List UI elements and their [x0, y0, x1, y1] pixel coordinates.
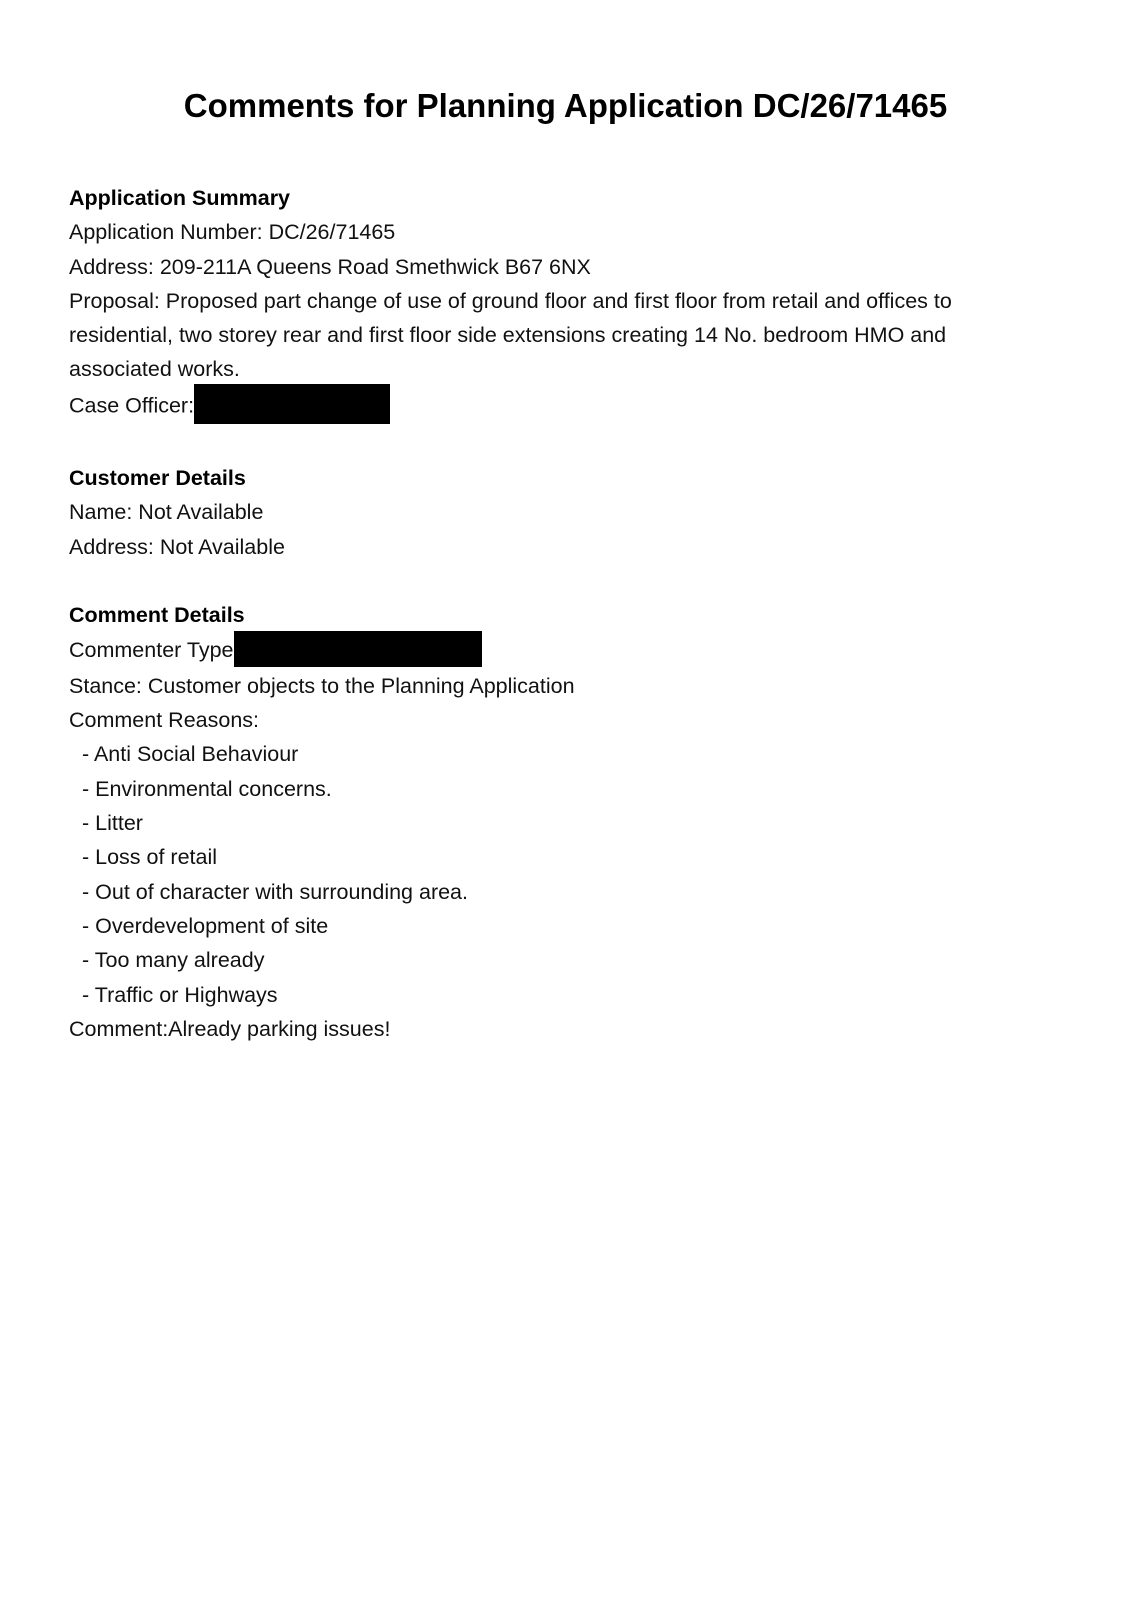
comment-reasons-list	[69, 737, 1069, 1011]
case-officer-label: Case Officer:	[69, 393, 195, 418]
commenter-type-row	[69, 633, 1069, 669]
section-spacer	[69, 427, 1069, 461]
comment-reason-item: - Anti Social Behaviour	[82, 742, 299, 767]
application-summary-heading: Application Summary	[69, 186, 291, 210]
commenter-type-label: Commenter Type	[69, 637, 234, 662]
comment-text: Comment:Already parking issues!	[69, 1016, 391, 1041]
page-title: Comments for Planning Application DC/26/71465	[183, 87, 948, 124]
document-body	[69, 181, 1069, 1046]
customer-address: Address: Not Available	[69, 534, 285, 559]
comment-details-heading: Comment Details	[69, 603, 245, 628]
comment-reason-item: - Environmental concerns.	[82, 776, 332, 801]
case-officer-redaction	[194, 384, 390, 424]
comment-reason-item: - Too many already	[82, 948, 265, 973]
application-address: Address: 209-211A Queens Road Smethwick B67 6NX	[69, 254, 591, 279]
customer-name: Name: Not Available	[69, 500, 264, 525]
application-number: Application Number: DC/26/71465	[69, 220, 396, 245]
commenter-type-redaction	[234, 631, 482, 667]
section-spacer	[69, 564, 1069, 598]
comment-reason-item: - Traffic or Highways	[82, 982, 278, 1007]
comment-reason-item: - Overdevelopment of site	[82, 913, 329, 938]
comment-reason-item: - Out of character with surrounding area.	[82, 879, 468, 904]
comment-reason-item: - Loss of retail	[82, 845, 218, 870]
comment-reason-item: - Litter	[82, 811, 143, 836]
customer-details-heading: Customer Details	[69, 466, 246, 491]
case-officer-row	[69, 387, 1069, 427]
comment-stance: Stance: Customer objects to the Planning Application	[69, 673, 575, 698]
application-proposal: Proposal: Proposed part change of use of ground floor and first floor from retail and offices to residential, two storey rear and first floor side extensions creating 14 No. bedroom HMO and associated works.	[69, 288, 952, 382]
comment-reasons-label: Comment Reasons:	[69, 708, 259, 733]
